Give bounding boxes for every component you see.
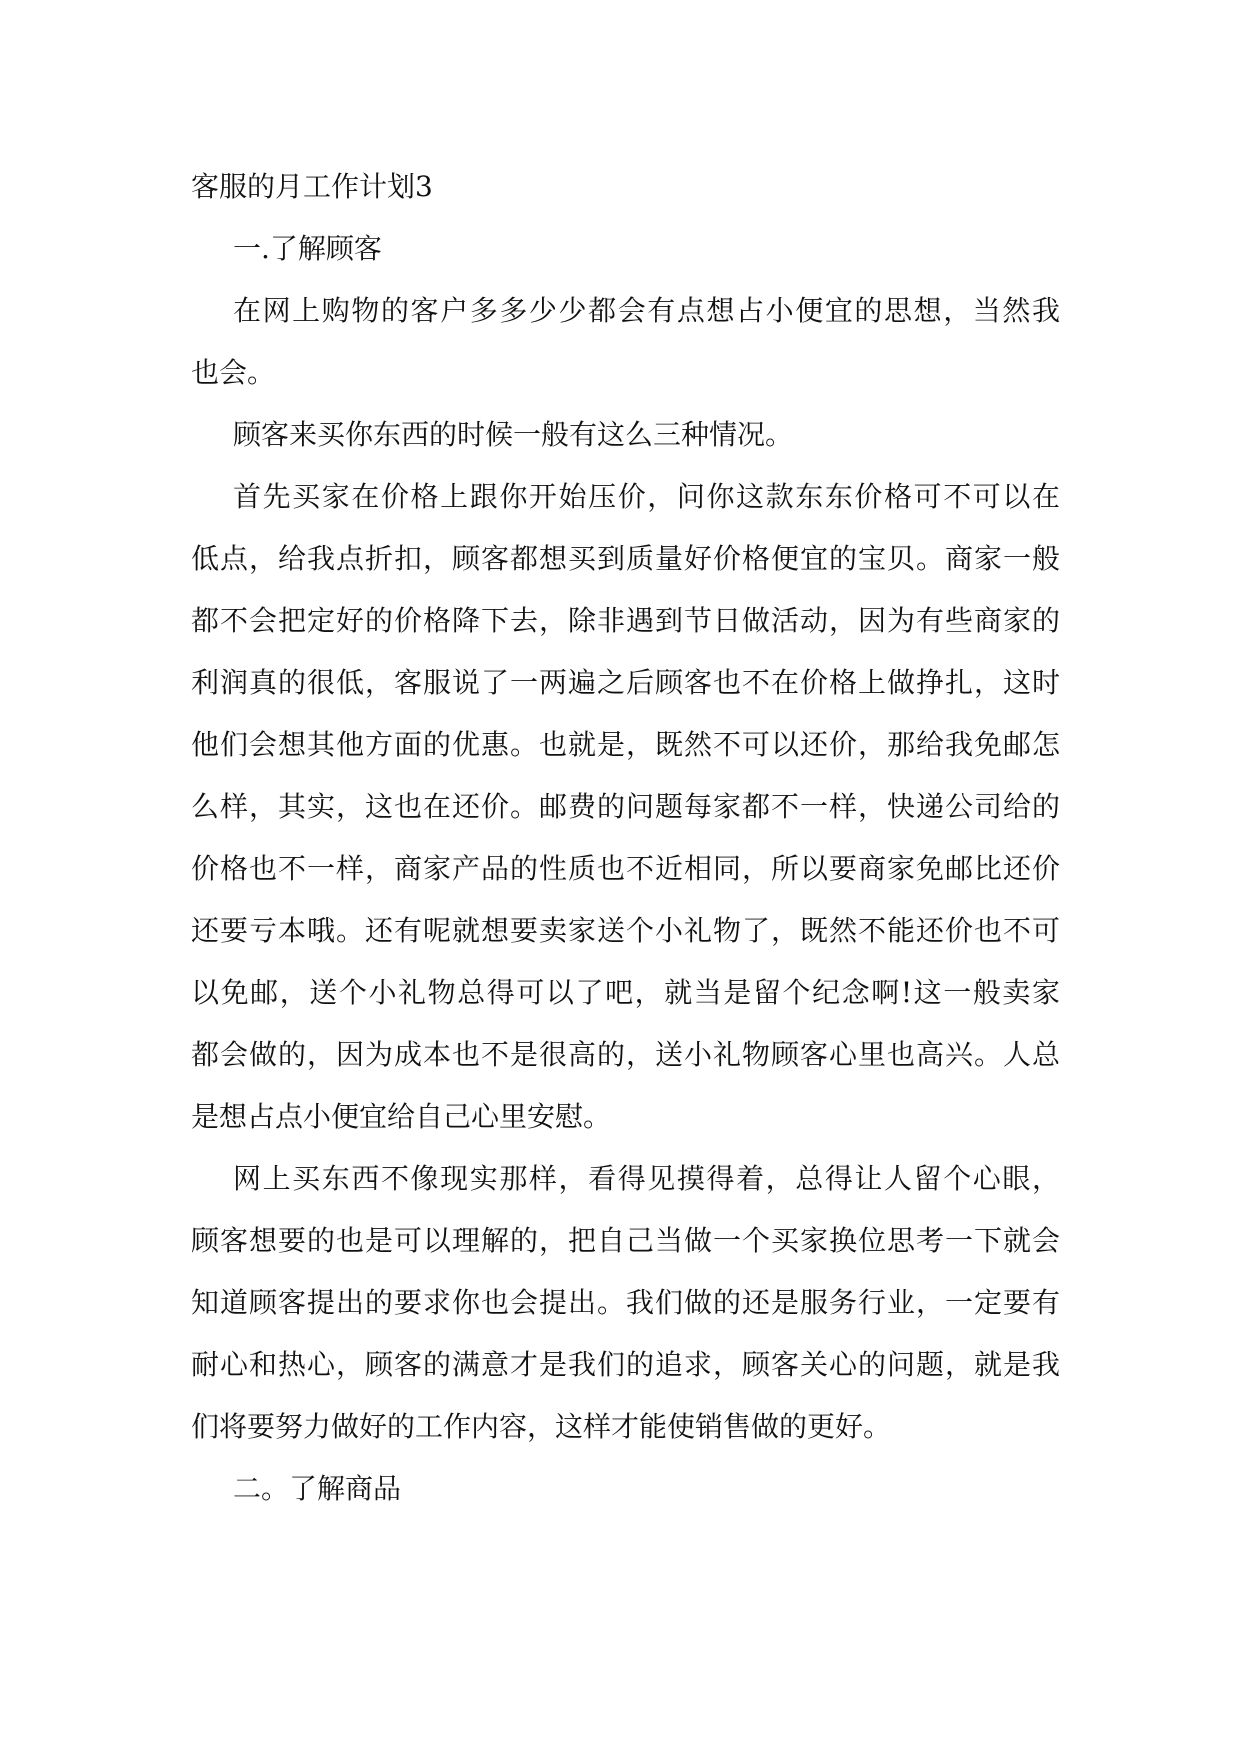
paragraph-line: 他们会想其他方面的优惠。也就是，既然不可以还价，那给我免邮怎 xyxy=(191,728,1060,761)
paragraph-line: 们将要努力做好的工作内容，这样才能使销售做的更好。 xyxy=(191,1410,892,1443)
paragraph-line: 利润真的很低，客服说了一两遍之后顾客也不在价格上做挣扎，这时 xyxy=(191,666,1060,699)
paragraph-2 xyxy=(191,404,1060,466)
paragraph-line: 么样，其实，这也在还价。邮费的问题每家都不一样，快递公司给的 xyxy=(191,790,1060,823)
paragraph-line: 知道顾客提出的要求你也会提出。我们做的还是服务行业，一定要有 xyxy=(191,1286,1060,1319)
paragraph-line: 耐心和热心，顾客的满意才是我们的追求，顾客关心的问题，就是我 xyxy=(191,1348,1060,1381)
document-body xyxy=(191,156,1060,1520)
paragraph-line: 顾客想要的也是可以理解的，把自己当做一个买家换位思考一下就会 xyxy=(191,1224,1060,1257)
paragraph-line: 都会做的，因为成本也不是很高的，送小礼物顾客心里也高兴。人总 xyxy=(191,1038,1060,1071)
paragraph-line: 是想占点小便宜给自己心里安慰。 xyxy=(191,1100,612,1133)
paragraph-1 xyxy=(191,280,1060,404)
paragraph-line: 还要亏本哦。还有呢就想要卖家送个小礼物了，既然不能还价也不可 xyxy=(191,914,1060,947)
document-title: 客服的月工作计划3 xyxy=(191,170,433,203)
paragraph-line: 网上买东西不像现实那样，看得见摸得着，总得让人留个心眼， xyxy=(233,1162,1060,1195)
paragraph-line: 也会。 xyxy=(191,356,276,389)
paragraph-line: 以免邮，送个小礼物总得可以了吧，就当是留个纪念啊!这一般卖家 xyxy=(191,976,1060,1009)
paragraph-line: 低点，给我点折扣，顾客都想买到质量好价格便宜的宝贝。商家一般 xyxy=(191,542,1060,575)
paragraph-line: 价格也不一样，商家产品的性质也不近相同，所以要商家免邮比还价 xyxy=(191,852,1060,885)
section-heading-2: 二。了解商品 xyxy=(233,1472,402,1505)
paragraph-line: 都不会把定好的价格降下去，除非遇到节日做活动，因为有些商家的 xyxy=(191,604,1060,637)
section-heading-1: 一.了解顾客 xyxy=(233,232,382,265)
paragraph-line: 顾客来买你东西的时候一般有这么三种情况。 xyxy=(233,418,794,451)
paragraph-3 xyxy=(191,466,1060,1148)
paragraph-4 xyxy=(191,1148,1060,1458)
paragraph-line: 首先买家在价格上跟你开始压价，问你这款东东价格可不可以在 xyxy=(233,480,1060,513)
paragraph-line: 在网上购物的客户多多少少都会有点想占小便宜的思想，当然我 xyxy=(233,294,1060,327)
